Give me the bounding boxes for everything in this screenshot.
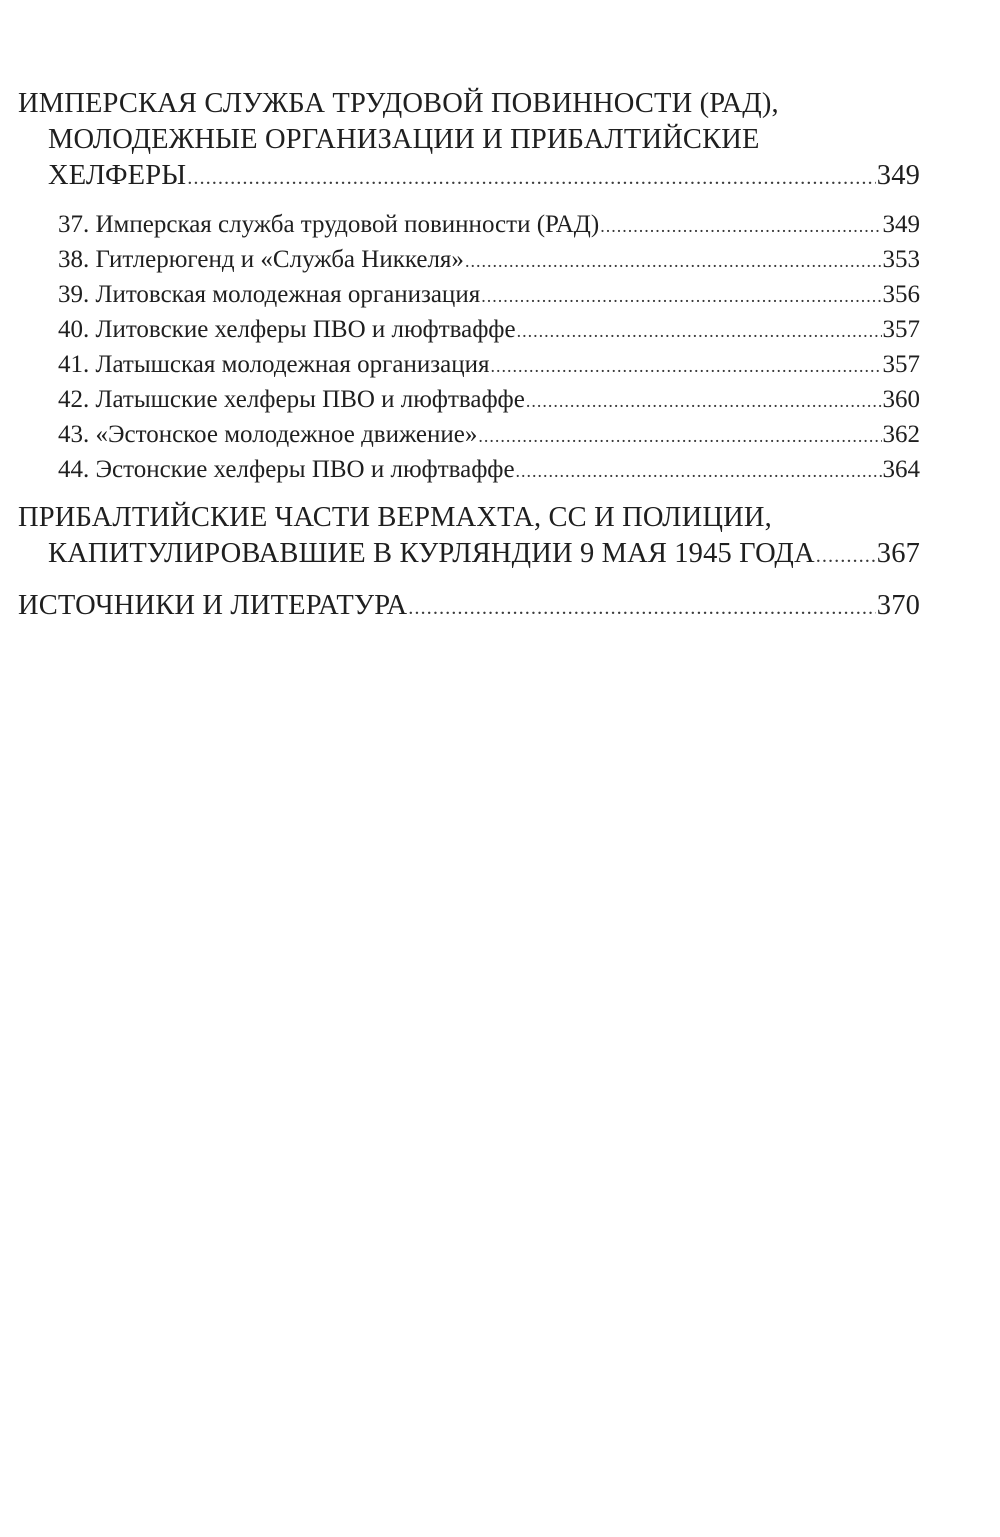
toc-entry-link[interactable] xyxy=(18,158,920,196)
toc-chapter-entry[interactable] xyxy=(58,453,920,488)
page-number: 367 xyxy=(876,538,920,569)
dot-leader xyxy=(517,314,882,348)
chapter-title: Имперская служба трудовой повинности (РАД) xyxy=(95,211,600,238)
chapter-title: Латышская молодежная организация xyxy=(95,351,490,378)
toc-chapter-entry[interactable] xyxy=(58,383,920,418)
part-title-line-3: ХЕЛФЕРЫ xyxy=(48,160,187,191)
page-number: 364 xyxy=(882,456,920,483)
chapter-number: 41. xyxy=(58,351,90,378)
chapter-title: Гитлерюгенд и «Служба Никкеля» xyxy=(95,246,464,273)
dot-leader xyxy=(481,279,881,313)
toc-chapter-entry[interactable] xyxy=(58,278,920,313)
dot-leader xyxy=(600,209,881,243)
toc-chapter-entry[interactable] xyxy=(58,348,920,383)
toc-part-labor-service xyxy=(18,86,920,196)
page-number: 349 xyxy=(876,160,920,191)
chapter-number: 44. xyxy=(58,456,90,483)
page-number: 353 xyxy=(882,246,920,273)
toc-part-baltic-units xyxy=(18,500,920,574)
toc-chapter-entry[interactable] xyxy=(58,243,920,278)
dot-leader xyxy=(516,454,882,488)
part-title-line-1: ИМПЕРСКАЯ СЛУЖБА ТРУДОВОЙ ПОВИННОСТИ (РАД), xyxy=(18,88,779,119)
dot-leader xyxy=(187,160,876,196)
part-title-line-1: ПРИБАЛТИЙСКИЕ ЧАСТИ ВЕРМАХТА, СС И ПОЛИЦИИ, xyxy=(18,502,772,533)
page-number: 357 xyxy=(882,351,920,378)
chapter-list xyxy=(18,208,920,488)
page-number: 360 xyxy=(882,386,920,413)
chapter-number: 39. xyxy=(58,281,90,308)
chapter-title: Литовские хелферы ПВО и люфтваффе xyxy=(95,316,516,343)
part-title-line-2: КАПИТУЛИРОВАВШИЕ В КУРЛЯНДИИ 9 МАЯ 1945 ГОДА xyxy=(48,538,815,569)
chapter-title: Эстонские хелферы ПВО и люфтваффе xyxy=(95,456,515,483)
chapter-number: 43. xyxy=(58,421,90,448)
part-title: ИСТОЧНИКИ И ЛИТЕРАТУРА xyxy=(18,590,408,621)
chapter-title: «Эстонское молодежное движение» xyxy=(95,421,478,448)
toc-entry-link[interactable] xyxy=(18,536,920,574)
toc-part-sources xyxy=(18,588,920,626)
chapter-number: 40. xyxy=(58,316,90,343)
toc-chapter-entry[interactable] xyxy=(58,208,920,243)
page-number: 349 xyxy=(882,211,920,238)
chapter-title: Литовская молодежная организация xyxy=(95,281,481,308)
toc-entry-link[interactable] xyxy=(18,588,920,626)
chapter-title: Латышские хелферы ПВО и люфтваффе xyxy=(95,386,525,413)
dot-leader xyxy=(816,538,876,574)
dot-leader xyxy=(526,384,882,418)
chapter-number: 37. xyxy=(58,211,90,238)
dot-leader xyxy=(408,590,876,626)
table-of-contents xyxy=(18,86,920,626)
toc-chapter-entry[interactable] xyxy=(58,418,920,453)
chapter-number: 38. xyxy=(58,246,90,273)
chapter-number: 42. xyxy=(58,386,90,413)
part-title-line-2: МОЛОДЕЖНЫЕ ОРГАНИЗАЦИИ И ПРИБАЛТИЙСКИЕ xyxy=(48,124,760,155)
toc-chapter-entry[interactable] xyxy=(58,313,920,348)
page-number: 370 xyxy=(876,590,920,621)
dot-leader xyxy=(465,244,882,278)
page-number: 362 xyxy=(882,421,920,448)
dot-leader xyxy=(490,349,881,383)
dot-leader xyxy=(478,419,881,453)
page-number: 356 xyxy=(882,281,920,308)
page-number: 357 xyxy=(882,316,920,343)
